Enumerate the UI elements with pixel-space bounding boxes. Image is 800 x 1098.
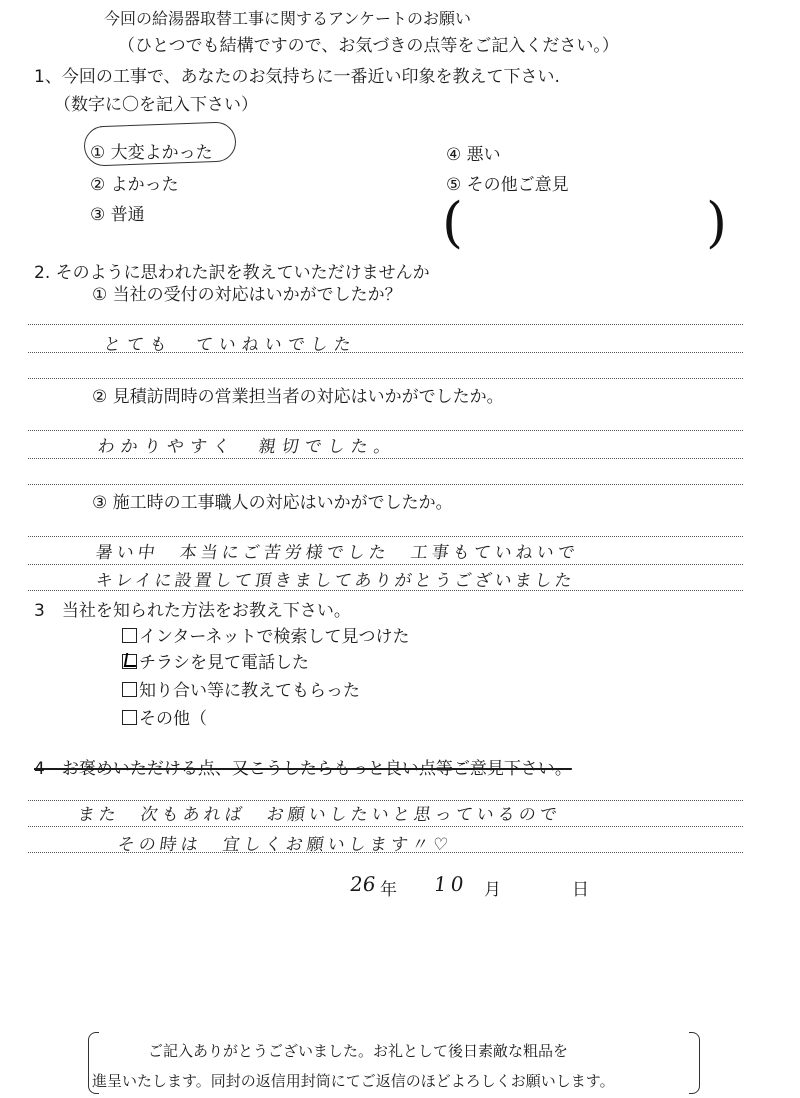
answer-line — [28, 378, 743, 379]
date-year-value[interactable]: 26 — [348, 872, 378, 896]
q2-sub1-label: ① 当社の受付の対応はいかがでしたか？ — [92, 285, 402, 305]
answer-line — [28, 430, 743, 431]
q1-option-3[interactable]: ③ 普通 — [90, 205, 145, 225]
q1-option-1[interactable]: ① 大変よかった — [90, 143, 213, 163]
date-year-label: 年 — [380, 880, 397, 900]
answer-line — [28, 536, 743, 537]
q3-option-label: チラシを見て電話した — [139, 653, 309, 673]
q1-other-open-paren: ( — [442, 191, 464, 254]
q1-instruction: （数字に〇を記入下さい） — [54, 95, 258, 115]
date-month-label: 月 — [484, 880, 501, 900]
q3-option-internet[interactable] — [122, 622, 409, 647]
answer-line — [28, 564, 743, 565]
checkbox-icon[interactable] — [122, 682, 137, 697]
q3-option-label: 知り合い等に教えてもらった — [139, 681, 360, 701]
answer-line — [28, 352, 743, 353]
footer-line2: 進呈いたします。同封の返信用封筒にてご返信のほどよろしくお願いします。 — [92, 1072, 615, 1090]
q2-sub2-label: ② 見積訪問時の営業担当者の対応はいかがでしたか。 — [92, 387, 504, 407]
q3-option-other[interactable] — [122, 704, 207, 729]
q3-option-flyer[interactable] — [122, 648, 309, 673]
date-month-value[interactable]: 10 — [432, 872, 470, 896]
q4-answer-line1[interactable]: また 次もあれば お願いしたいと思っているので — [76, 805, 563, 825]
q1-option-5[interactable]: ⑤ その他ご意見 — [446, 175, 569, 195]
checkbox-icon[interactable] — [122, 710, 137, 725]
q2-sub3-answer-line2[interactable]: キレイに設置して頂きましてありがとうございました — [94, 571, 577, 591]
checkbox-icon[interactable] — [122, 628, 137, 643]
heart-icon: ♡ — [431, 835, 454, 855]
q1-question: 1、今回の工事で、あなたのお気持ちに一番近い印象を教えて下さい. — [34, 67, 560, 87]
answer-line — [28, 324, 743, 325]
q1-option-4[interactable]: ④ 悪い — [446, 145, 501, 165]
footer-bracket-right — [689, 1032, 700, 1094]
q3-option-label: インターネットで検索して見つけた — [139, 627, 410, 647]
q4-answer-text: その時は 宜しくお願いします〃 — [116, 835, 435, 855]
answer-line — [28, 484, 743, 485]
q2-sub2-answer[interactable]: わかりやすく 親切でした。 — [96, 437, 399, 457]
answer-line — [28, 590, 743, 591]
q4-question: 4 お褒めいただける点、又こうしたらもっと良い点等ご意見下さい。 — [34, 759, 572, 779]
answer-line — [28, 852, 743, 853]
q1-option-2[interactable]: ② よかった — [90, 175, 179, 195]
q2-question: 2. そのように思われた訳を教えていただけませんか — [34, 263, 430, 283]
date-day-label[interactable]: 日 — [572, 880, 589, 900]
q2-sub3-label: ③ 施工時の工事職人の対応はいかがでしたか。 — [92, 493, 453, 513]
q3-option-referral[interactable] — [122, 676, 360, 701]
q2-sub1-answer[interactable]: とても ていねいでした — [102, 335, 359, 355]
survey-title: 今回の給湯器取替工事に関するアンケートのお願い — [104, 9, 472, 28]
survey-subtitle: （ひとつでも結構ですので、お気づきの点等をご記入ください。） — [118, 36, 619, 56]
answer-line — [28, 826, 743, 827]
footer-line1: ご記入ありがとうございました。お礼として後日素敵な粗品を — [148, 1042, 569, 1060]
q1-other-close-paren: ) — [706, 191, 728, 254]
answer-line — [28, 458, 743, 459]
q3-option-label: その他（ — [139, 709, 207, 729]
q3-question: 3 当社を知られた方法をお教え下さい。 — [34, 601, 351, 621]
q2-sub3-answer-line1[interactable]: 暑い中 本当にご苦労様でした 工事もていねいで — [94, 543, 581, 563]
checkbox-checked-icon[interactable] — [122, 654, 137, 669]
